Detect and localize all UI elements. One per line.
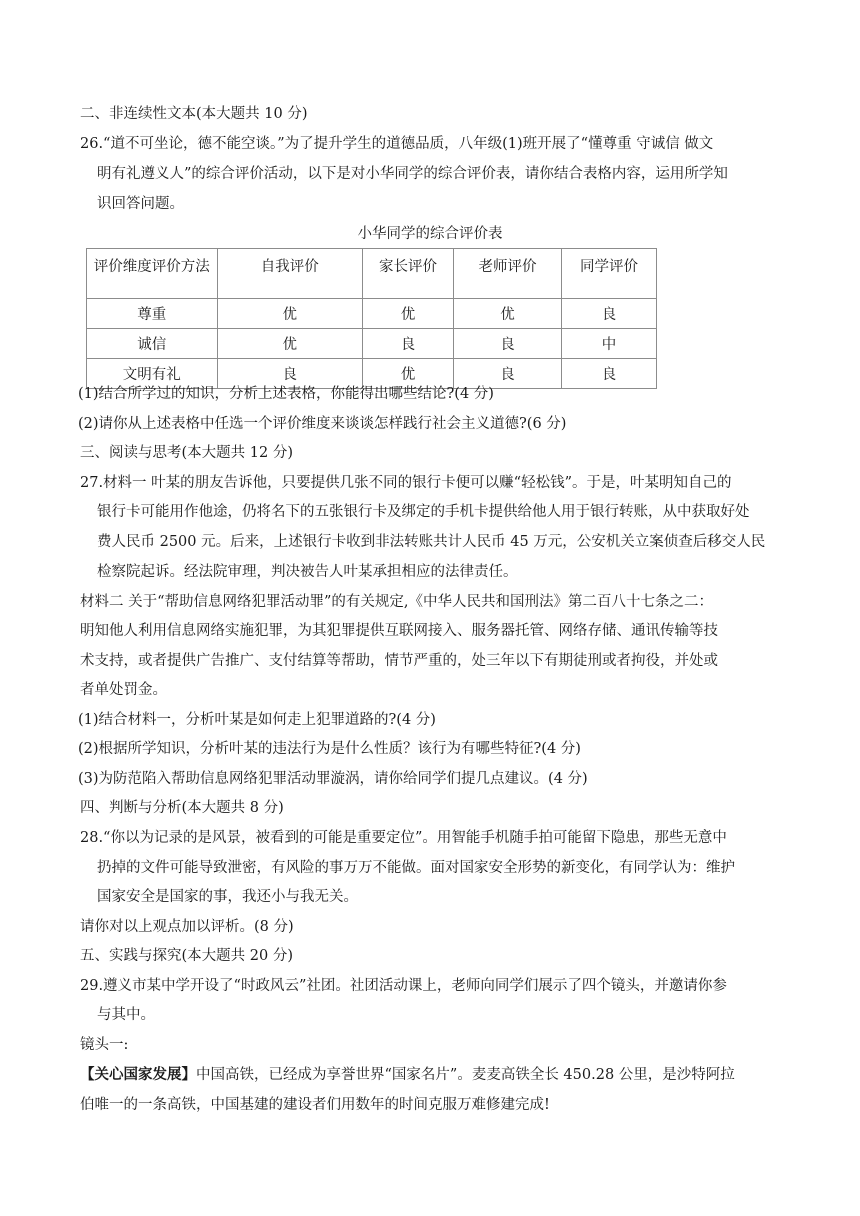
q27-sub-question-2: (2)根据所学知识，分析叶某的违法行为是什么性质？该行为有哪些特征?(4 分) xyxy=(78,741,581,757)
table-cell: 优 xyxy=(454,299,562,329)
q29-shot-1-line: 伯唯一的一条高铁，中国基建的建设者们用数年的时间克服万难修建完成! xyxy=(80,1097,550,1113)
shot-1-tag: 【关心国家发展】 xyxy=(80,1066,196,1083)
table-cell: 良 xyxy=(217,359,362,389)
q27-material-1-line: 检察院起诉。经法院审理，判决被告人叶某承担相应的法律责任。 xyxy=(97,564,518,580)
table-cell: 诚信 xyxy=(87,329,218,359)
q26-line: 明有礼遵义人”的综合评价活动，以下是对小华同学的综合评价表，请你结合表格内容，运用所学知 xyxy=(97,166,728,182)
section-5-heading: 五、实践与探究(本大题共 20 分) xyxy=(80,948,293,964)
q27-material-2-line: 材料二 关于“帮助信息网络犯罪活动罪”的有关规定,《中华人民共和国刑法》第二百八十七条之二： xyxy=(80,594,714,610)
q26-line: 识回答问题。 xyxy=(97,196,184,212)
table-cell: 良 xyxy=(561,359,656,389)
header-cell: 评价维度评价方法 xyxy=(87,249,218,299)
q29-shot-1-line xyxy=(80,1066,735,1084)
q27-material-1-line: 费人民币 2500 元。后来，上述银行卡收到非法转账共计人民币 45 万元，公安机关立案侦查后移交人民 xyxy=(97,534,766,550)
table-cell: 良 xyxy=(561,299,656,329)
q26-sub-question-1: (1)结合所学过的知识，分析上述表格，你能得出哪些结论?(4 分) xyxy=(78,386,494,402)
table-row xyxy=(87,359,657,389)
shot-1-text: 中国高铁，已经成为享誉世界“国家名片”。麦麦高铁全长 450.28 公里，是沙特阿拉 xyxy=(196,1067,735,1083)
q27-material-2-line: 者单处罚金。 xyxy=(80,682,167,698)
q27-material-2-line: 明知他人利用信息网络实施犯罪，为其犯罪提供互联网接入、服务器托管、网络存储、通讯传输等技 xyxy=(80,623,718,639)
evaluation-table xyxy=(86,248,657,389)
table-row xyxy=(87,329,657,359)
q27-material-1-line: 银行卡可能用作他途，仍将名下的五张银行卡及绑定的手机卡提供给他人用于银行转账，从中获取好处 xyxy=(97,504,750,520)
q27-sub-question-1: (1)结合材料一，分析叶某是如何走上犯罪道路的?(4 分) xyxy=(78,712,436,728)
table-cell: 良 xyxy=(363,329,454,359)
q26-line: 26.“道不可坐论，德不能空谈。”为了提升学生的道德品质，八年级(1)班开展了“懂尊重 守诚信 做文 xyxy=(80,136,714,152)
q27-sub-question-3: (3)为防范陷入帮助信息网络犯罪活动罪漩涡，请你给同学们提几点建议。(4 分) xyxy=(78,771,588,787)
header-cell: 自我评价 xyxy=(217,249,362,299)
q29-shot-1-label: 镜头一: xyxy=(80,1037,129,1053)
q28-task: 请你对以上观点加以评析。(8 分) xyxy=(80,919,294,935)
table-row xyxy=(87,299,657,329)
table-cell: 优 xyxy=(363,299,454,329)
table-cell: 尊重 xyxy=(87,299,218,329)
q29-line: 29.遵义市某中学开设了“时政风云”社团。社团活动课上，老师向同学们展示了四个镜头，并邀请你参 xyxy=(80,978,727,994)
table-cell: 良 xyxy=(454,329,562,359)
header-cell: 家长评价 xyxy=(363,249,454,299)
header-cell: 老师评价 xyxy=(454,249,562,299)
section-2-heading: 二、非连续性文本(本大题共 10 分) xyxy=(80,106,308,122)
q28-line: 国家安全是国家的事，我还小与我无关。 xyxy=(97,889,358,905)
table-cell: 优 xyxy=(217,299,362,329)
section-4-heading: 四、判断与分析(本大题共 8 分) xyxy=(80,800,284,816)
table-header-row xyxy=(87,249,657,299)
table-cell: 良 xyxy=(454,359,562,389)
q28-line: 28.“你以为记录的是风景，被看到的可能是重要定位”。用智能手机随手拍可能留下隐患，那些无意中 xyxy=(80,830,727,846)
table-cell: 中 xyxy=(561,329,656,359)
q28-line: 扔掉的文件可能导致泄密，有风险的事万万不能做。面对国家安全形势的新变化，有同学认为：维护 xyxy=(97,860,735,876)
q26-sub-question-2: (2)请你从上述表格中任选一个评价维度来谈谈怎样践行社会主义道德?(6 分) xyxy=(78,416,567,432)
table-cell: 优 xyxy=(363,359,454,389)
q27-material-2-line: 术支持，或者提供广告推广、支付结算等帮助，情节严重的，处三年以下有期徒刑或者拘役，并处或 xyxy=(80,653,718,669)
q29-line: 与其中。 xyxy=(97,1007,155,1023)
table-title: 小华同学的综合评价表 xyxy=(357,226,503,242)
table-cell: 文明有礼 xyxy=(87,359,218,389)
table-cell: 优 xyxy=(217,329,362,359)
section-3-heading: 三、阅读与思考(本大题共 12 分) xyxy=(80,445,293,461)
header-cell: 同学评价 xyxy=(561,249,656,299)
q27-material-1-line: 27.材料一 叶某的朋友告诉他，只要提供几张不同的银行卡便可以赚“轻松钱”。于是，叶某明知自己的 xyxy=(80,475,732,491)
